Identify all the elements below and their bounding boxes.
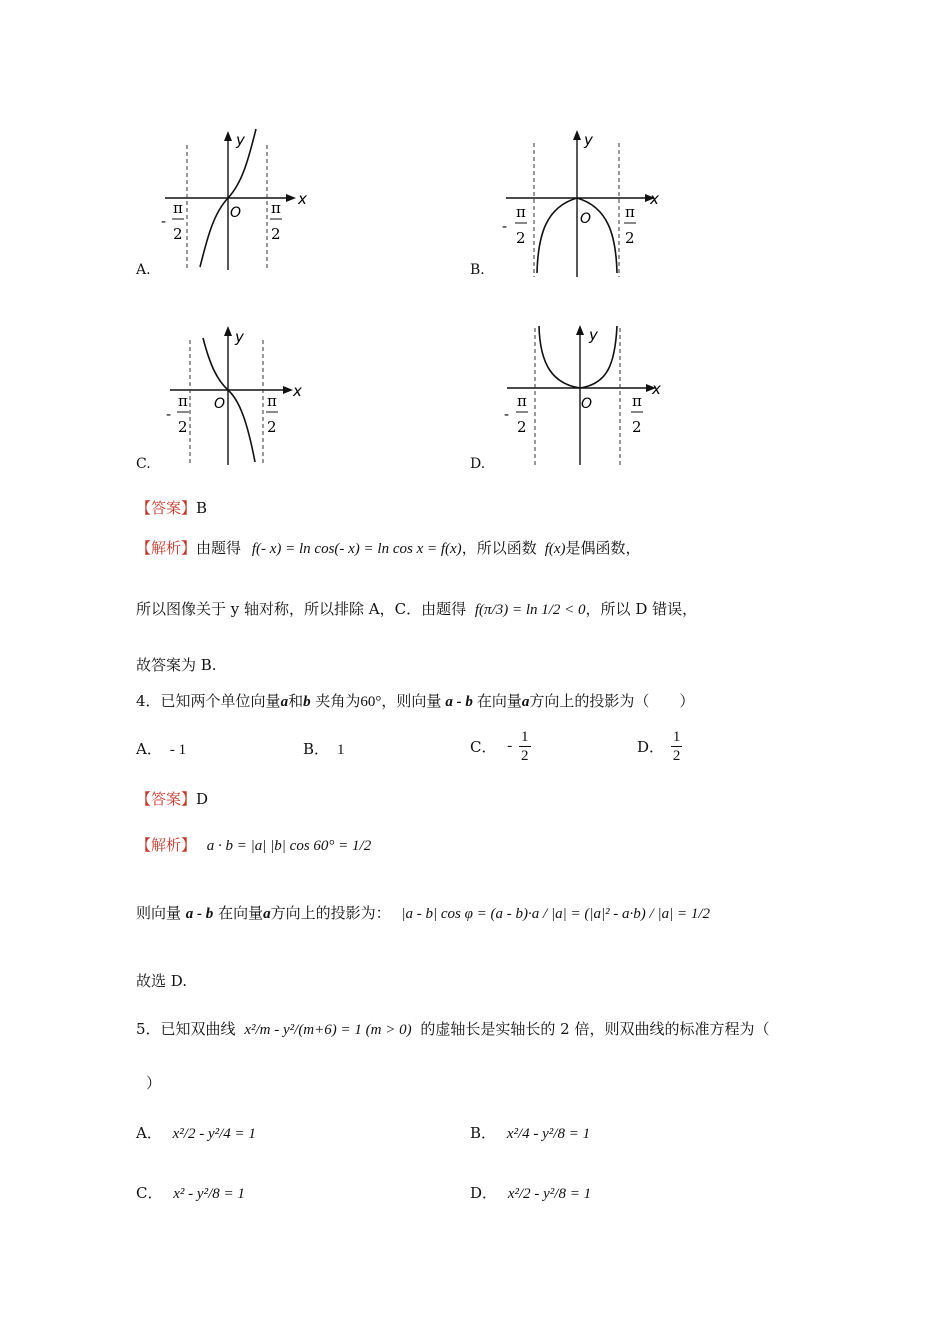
svg-text:π: π (625, 203, 635, 221)
graph-option-b: B. (470, 262, 485, 278)
q5-option-c[interactable]: C． x² - y²/8 = 1 (136, 1184, 245, 1202)
svg-text:-: - (502, 217, 508, 235)
svg-text:x: x (650, 190, 659, 208)
graph-c (155, 320, 310, 470)
analysis-3-line1: 【解析】由题得 f(- x) = ln cos(- x) = ln cos x = f(x)，所以函数 f(x)是偶函数， (136, 539, 641, 557)
fraction: $\frac{1}{2}$ (672, 729, 681, 764)
svg-text:-: - (166, 405, 172, 423)
analysis-4-line1: 【解析】 a · b = |a| |b| cos 60° = 1/2 (136, 836, 372, 854)
svg-text:y: y (236, 131, 245, 149)
svg-text:2: 2 (625, 229, 635, 247)
graph-a (150, 125, 320, 275)
graph-b (494, 125, 669, 280)
q4-option-c[interactable]: C． - $\frac{1}{2}$ (470, 729, 529, 764)
answer-3 (136, 497, 207, 518)
svg-text:2: 2 (178, 418, 188, 436)
svg-text:2: 2 (271, 225, 281, 243)
analysis-4-line3: 故选 D. (136, 972, 188, 990)
q5-option-a[interactable]: A． x²/2 - y²/4 = 1 (136, 1124, 256, 1142)
q4-option-b[interactable]: B． 1 (303, 740, 345, 758)
svg-text:O: O (230, 205, 242, 221)
svg-text:2: 2 (517, 418, 527, 436)
svg-text:2: 2 (173, 225, 183, 243)
graph-d (495, 320, 670, 470)
graph-option-a: A. (136, 262, 151, 278)
analysis-3-line3: 故答案为 B. (136, 656, 217, 674)
question-5: 5．已知双曲线 x²/m - y²/(m+6) = 1 (m > 0) 的虚轴长是实轴长的 2 倍，则双曲线的标准方程为（ (136, 1020, 770, 1038)
svg-text:x: x (298, 190, 307, 208)
svg-text:O: O (581, 396, 593, 412)
q5-option-b[interactable]: B． x²/4 - y²/8 = 1 (470, 1124, 591, 1142)
svg-text:π: π (516, 203, 526, 221)
question-5-close: ） (146, 1074, 162, 1092)
svg-text:π: π (173, 199, 183, 217)
svg-text:2: 2 (632, 418, 642, 436)
q4-option-a[interactable]: A． - 1 (136, 740, 187, 758)
svg-text:2: 2 (267, 418, 277, 436)
svg-text:π: π (517, 392, 527, 410)
svg-text:y: y (589, 326, 598, 344)
graph-option-d: D. (470, 456, 486, 472)
analysis-3-line2: 所以图像关于 y 轴对称，所以排除 A，C．由题得 f(π/3) = ln 1/2 < 0，所以 D 错误， (136, 600, 698, 618)
svg-text:π: π (271, 199, 281, 217)
analysis-4-line2: 则向量 a - b 在向量a方向上的投影为： |a - b| cos φ = (a - b)·a / |a| = (|a|² - a·b) / |a| = 1/2 (136, 904, 711, 922)
q4-option-d[interactable]: D． $\frac{1}{2}$ (637, 729, 681, 764)
answer-4: 【答案】D (136, 790, 209, 808)
formula-dot-product: a · b = |a| |b| cos 60° = 1/2 (206, 838, 372, 854)
formula-ln-half: f(π/3) = ln 1/2 < 0 (474, 602, 586, 618)
svg-text:π: π (632, 392, 642, 410)
svg-text:y: y (235, 328, 244, 346)
svg-text:O: O (580, 211, 592, 227)
svg-text:y: y (584, 131, 593, 149)
svg-text:π: π (267, 392, 277, 410)
svg-text:π: π (178, 392, 188, 410)
svg-text:2: 2 (516, 229, 526, 247)
svg-text:O: O (214, 396, 226, 412)
formula-even: f(- x) = ln cos(- x) = ln cos x = f(x) (251, 541, 462, 557)
analysis-tag: 【解析】 (136, 539, 197, 557)
fraction: $\frac{1}{2}$ (521, 729, 529, 764)
answer-tag: 【答案】 (136, 499, 197, 517)
q5-option-d[interactable]: D． x²/2 - y²/8 = 1 (470, 1184, 592, 1202)
question-4: 4．已知两个单位向量a和b 夹角为60°，则向量 a - b 在向量a方向上的投影为（ ） (136, 692, 695, 710)
svg-text:x: x (652, 380, 661, 398)
hyperbola-equation: x²/m - y²/(m+6) = 1 (m > 0) (244, 1022, 412, 1038)
formula-projection: |a - b| cos φ = (a - b)·a / |a| = (|a|² - a·b) / |a| = 1/2 (401, 906, 711, 922)
svg-text:-: - (161, 212, 167, 230)
graph-option-c: C. (136, 456, 151, 472)
svg-text:x: x (293, 382, 302, 400)
answer-value: B (196, 499, 208, 517)
svg-text:-: - (504, 405, 510, 423)
